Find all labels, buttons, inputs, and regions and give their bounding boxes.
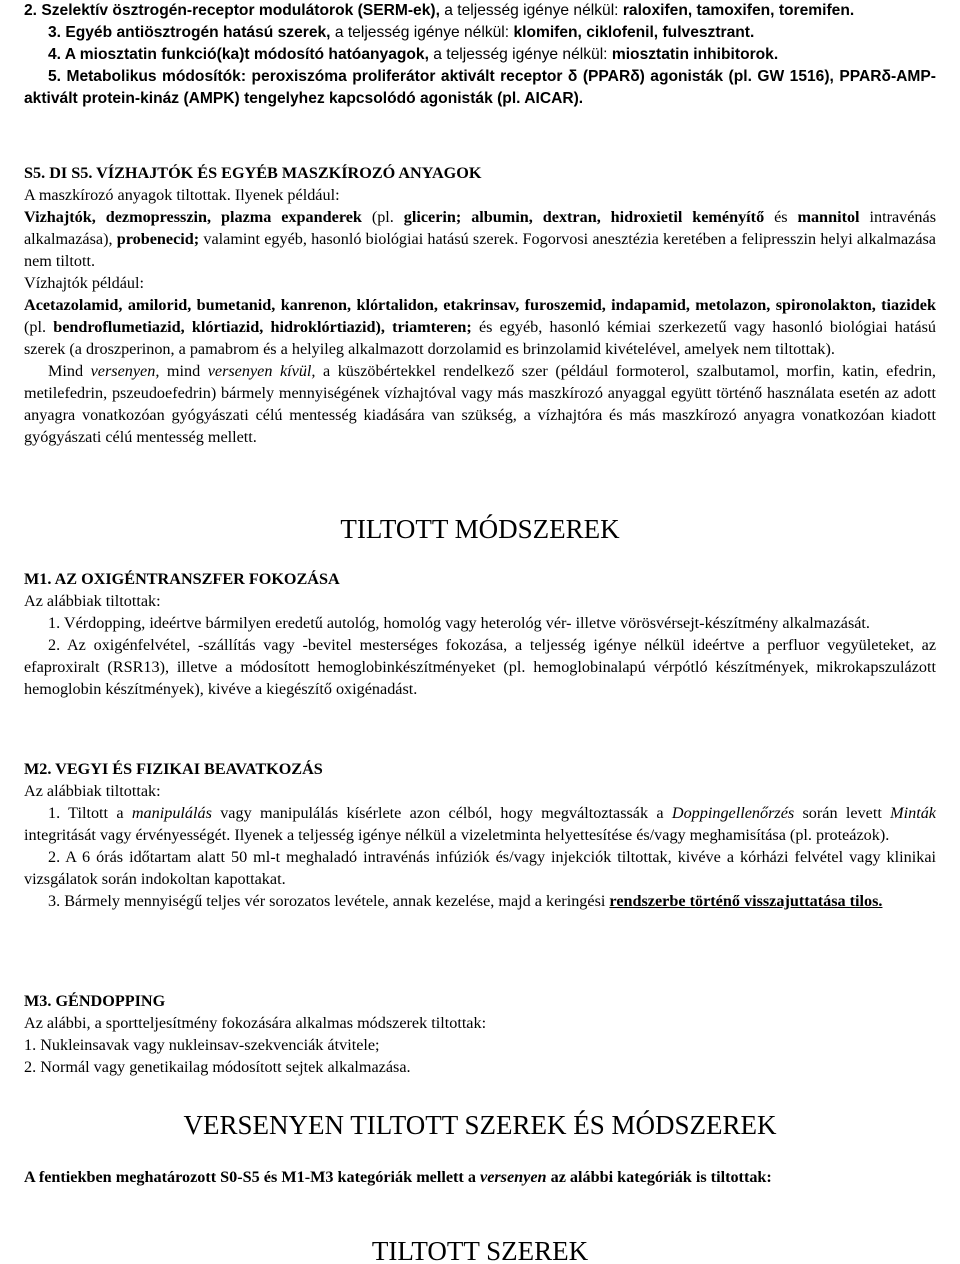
- in-competition-text-a: A fentiekben meghatározott S0-S5 és M1-M3 kategóriák mellett a: [24, 1168, 481, 1186]
- s5-intro: A maszkírozó anyagok tiltottak. Ilyenek például:: [24, 186, 340, 204]
- diuretics-bold-1: Acetazolamid, amilorid, bumetanid, kanrenon, klórtalidon, etakrinsav, furoszemid, indapamid, metolazon, spironolakton, tiazidek: [24, 296, 936, 314]
- in-competition-text-b: az alábbi kategóriák is tiltottak:: [546, 1168, 772, 1186]
- m3-item-2: 2. Normál vagy genetikailag módosított sejtek alkalmazása.: [24, 1058, 411, 1076]
- threshold-text-b: mind: [159, 362, 208, 380]
- m2-heading: M2. VEGYI ÉS FIZIKAI BEAVATKOZÁS: [24, 760, 323, 778]
- m3-item-1: 1. Nukleinsavak vagy nukleinsav-szekvenciák átvitele;: [24, 1036, 380, 1054]
- m3-heading: M3. GÉNDOPPING: [24, 992, 166, 1010]
- masking-bold-2: glicerin; albumin, dextran, hidroxietil keményítő: [403, 208, 765, 226]
- m2-item-1-italic-2: Doppingellenőrzés: [671, 804, 795, 822]
- diuretics-text-2: és egyéb, hasonló kémiai szerkezetű vagy hasonló biológiai hatású szerek (a droszperinon, a pamabrom és a helyileg alkalmazott dorzolamid es brinzolamid kivételével, amelyek nem tiltottak).: [24, 318, 937, 358]
- masking-bold-1: Vizhajtók, dezmopresszin, plazma expanderek: [24, 208, 362, 226]
- m2-item-1-italic-3: Minták: [890, 804, 936, 822]
- antiestrogen-examples: klomifen, ciklofenil, fulvesztrant.: [513, 24, 755, 41]
- diuretics-paragraph: [24, 294, 936, 360]
- masking-text-3: intravénás alkalmazása),: [24, 208, 936, 248]
- masking-text-1: (pl.: [361, 208, 404, 226]
- m2-item-2: 2. A 6 órás időtartam alatt 50 ml-t meghaladó intravénás infúziók és/vagy injekciók tiltottak, kivéve a kórházi felvétel vagy klinikai vizsgálatok során indokoltan kapottakat.: [24, 848, 936, 888]
- in-competition-italic: versenyen: [480, 1168, 547, 1186]
- m1-item-1: 1. Vérdopping, ideértve bármilyen eredetű autológ, homológ vagy heterológ vér- illetve vörösvérsejt-készítmény alkalmazását.: [48, 614, 870, 632]
- serm-connector: a teljesség igénye nélkül:: [439, 2, 623, 19]
- list-item-metabolic: 5. Metabolikus módosítók: peroxiszóma proliferátor aktivált receptor δ (PPARδ) agonisták (pl. GW 1516), PPARδ-AMP-aktivált protein-kináz (AMPK) tengelyhez kapcsolódó agonisták (pl. AICAR).: [24, 68, 936, 107]
- masking-agents-paragraph: [24, 206, 936, 272]
- m2-item-3-text: 3. Bármely mennyiségű teljes vér sorozatos levétele, annak kezelése, majd a keringési: [48, 892, 610, 910]
- m2-item-1-text-c: során levett: [794, 804, 891, 822]
- m2-intro: Az alábbiak tiltottak:: [24, 782, 161, 800]
- m2-item-1-text-d: integritását vagy érvényességét. Ilyenek a teljesség igénye nélkül a vizeletminta helyettesítése és/vagy meghamisítása (pl. proteázok).: [24, 826, 890, 844]
- diuretics-intro: Vízhajtók például:: [24, 274, 145, 292]
- m2-item-1-text-a: 1. Tiltott a: [48, 804, 132, 822]
- masking-text-2: és: [764, 208, 798, 226]
- m3-section: [24, 990, 936, 1078]
- m2-item-1-text-b: vagy manipulálás kísérlete azon célból, hogy megváltoztassák a: [211, 804, 672, 822]
- list-item-antiestrogen: [24, 22, 936, 44]
- diuretics-text-1: (pl.: [24, 318, 54, 336]
- threshold-paragraph: [24, 360, 936, 448]
- threshold-italic-2: versenyen kívül,: [207, 362, 316, 380]
- in-competition-title: VERSENYEN TILTOTT SZEREK ÉS MÓDSZEREK: [183, 1110, 777, 1140]
- m1-item-2: 2. Az oxigénfelvétel, -szállítás vagy -bevitel mesterséges fokozása, a teljesség igénye nélkül ideértve a perfluor vegyületeket, az efaproxiralt (RSR13), illetve a módosított hemoglobinkészítményeket (pl. hemoglobinalapú vérpótló készítmények, mikrokapszulázott hemoglobin készítmények), kivéve a kiegészítő oxigénadást.: [24, 636, 936, 698]
- antiestrogen-label: 3. Egyéb antiösztrogén hatású szerek,: [48, 24, 331, 41]
- methods-title: TILTOTT MÓDSZEREK: [340, 514, 620, 544]
- serm-examples: raloxifen, tamoxifen, toremifen.: [622, 2, 855, 19]
- m1-section: [24, 568, 936, 700]
- masking-bold-4: probenecid;: [116, 230, 200, 248]
- list-item-serm: [24, 0, 936, 22]
- serm-label: 2. Szelektív ösztrogén-receptor modulátorok (SERM-ek),: [24, 2, 440, 19]
- threshold-text-a: Mind: [48, 362, 91, 380]
- diuretics-bold-2: bendroflumetiazid, klórtiazid, hidroklórtiazid), triamteren;: [53, 318, 472, 336]
- m2-item-1-italic-1: manipulálás: [131, 804, 212, 822]
- m2-item-3-emphasis: rendszerbe történő visszajuttatása tilos.: [609, 892, 883, 910]
- myostatin-connector: a teljesség igénye nélkül:: [428, 46, 612, 63]
- masking-text-4: valamint egyéb, hasonló biológiai hatású szerek. Fogorvosi anesztézia keretében a felipresszin helyi alkalmazása nem tiltott.: [24, 230, 936, 270]
- s5-section: [24, 162, 936, 448]
- m2-item-1: [24, 802, 936, 846]
- myostatin-label: 4. A miosztatin funkció(ka)t módosító hatóanyagok,: [48, 46, 429, 63]
- antiestrogen-connector: a teljesség igénye nélkül:: [330, 24, 514, 41]
- threshold-italic-1: versenyen,: [90, 362, 160, 380]
- m1-heading: M1. AZ OXIGÉNTRANSZFER FOKOZÁSA: [24, 570, 340, 588]
- m1-intro: Az alábbiak tiltottak:: [24, 592, 161, 610]
- prohibited-substances-title: TILTOTT SZEREK: [371, 1236, 589, 1264]
- list-item-myostatin: [24, 44, 936, 66]
- m3-intro: Az alábbi, a sportteljesítmény fokozására alkalmas módszerek tiltottak:: [24, 1014, 487, 1032]
- in-competition-paragraph: [24, 1166, 936, 1188]
- s5-heading: S5. DI S5. VÍZHAJTÓK ÉS EGYÉB MASZKÍROZÓ ANYAGOK: [24, 164, 482, 182]
- masking-bold-3: mannitol: [797, 208, 860, 226]
- threshold-text-c: a küszöbértekkel rendelkező szer (például formoterol, szalbutamol, morfin, katin, efedrin, metilefedrin, pszeudoefedrin) bármely mennyiségének vízhajtóval vagy más maszkírozó anyaggal együtt történő használata esetén az adott anyagra vonatkozóan gyógyászati célú mentesség kiadására van szükség, a vízhajtóra és más maszkírozó anyagra vonatkozóan kiadott gyógyászati célú mentesség mellett.: [24, 362, 936, 446]
- top-list: [24, 0, 936, 110]
- m2-section: [24, 758, 936, 912]
- m2-item-3: [24, 890, 936, 912]
- myostatin-examples: miosztatin inhibitorok.: [611, 46, 779, 63]
